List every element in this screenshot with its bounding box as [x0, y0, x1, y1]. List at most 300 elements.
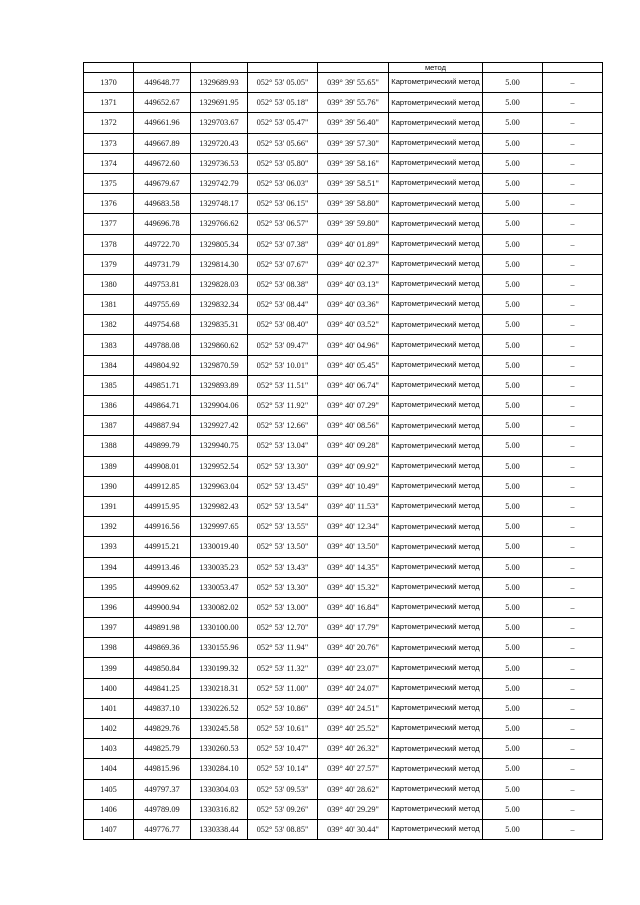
cell-accuracy: 5.00 [483, 93, 543, 113]
table-row [84, 739, 603, 759]
cell-x: 449851.71 [134, 375, 191, 395]
table-row [84, 335, 603, 355]
cell-y: 1329982.43 [191, 496, 248, 516]
cell-y: 1330199.32 [191, 658, 248, 678]
cell-note: – [543, 476, 603, 496]
cell-accuracy: 5.00 [483, 153, 543, 173]
cell-y: 1330100.00 [191, 618, 248, 638]
cell-note: – [543, 597, 603, 617]
cell-empty [318, 63, 389, 73]
cell-longitude: 039° 39' 59.80" [318, 214, 389, 234]
cell-x: 449899.79 [134, 436, 191, 456]
cell-note: – [543, 759, 603, 779]
cell-longitude: 039° 39' 57.30" [318, 133, 389, 153]
cell-note: – [543, 194, 603, 214]
cell-x: 449908.01 [134, 456, 191, 476]
cell-note: – [543, 779, 603, 799]
cell-x: 449731.79 [134, 254, 191, 274]
cell-y: 1330260.53 [191, 739, 248, 759]
cell-method: Картометрический метод [389, 274, 483, 294]
cell-accuracy: 5.00 [483, 133, 543, 153]
cell-point-number: 1379 [84, 254, 134, 274]
table-row [84, 678, 603, 698]
cell-method: метод [389, 63, 483, 73]
table-row [84, 295, 603, 315]
cell-y: 1329748.17 [191, 194, 248, 214]
cell-method: Картометрический метод [389, 739, 483, 759]
cell-x: 449837.10 [134, 698, 191, 718]
cell-empty [483, 63, 543, 73]
cell-x: 449672.60 [134, 153, 191, 173]
cell-y: 1329805.34 [191, 234, 248, 254]
cell-x: 449776.77 [134, 819, 191, 839]
cell-method: Картометрический метод [389, 618, 483, 638]
cell-latitude: 052° 53' 13.45" [248, 476, 318, 496]
cell-accuracy: 5.00 [483, 335, 543, 355]
cell-point-number: 1403 [84, 739, 134, 759]
cell-method: Картометрический метод [389, 153, 483, 173]
cell-point-number: 1400 [84, 678, 134, 698]
cell-x: 449841.25 [134, 678, 191, 698]
cell-note: – [543, 496, 603, 516]
cell-point-number: 1397 [84, 618, 134, 638]
cell-accuracy: 5.00 [483, 597, 543, 617]
cell-point-number: 1402 [84, 719, 134, 739]
cell-note: – [543, 214, 603, 234]
cell-note: – [543, 739, 603, 759]
cell-latitude: 052° 53' 09.26" [248, 799, 318, 819]
table-row [84, 194, 603, 214]
cell-point-number: 1387 [84, 416, 134, 436]
cell-y: 1329893.89 [191, 375, 248, 395]
cell-x: 449829.76 [134, 719, 191, 739]
cell-note: – [543, 719, 603, 739]
cell-accuracy: 5.00 [483, 476, 543, 496]
cell-longitude: 039° 40' 11.53" [318, 496, 389, 516]
cell-latitude: 052° 53' 13.04" [248, 436, 318, 456]
cell-point-number: 1390 [84, 476, 134, 496]
cell-point-number: 1391 [84, 496, 134, 516]
cell-x: 449850.84 [134, 658, 191, 678]
table-row [84, 214, 603, 234]
table-row [84, 618, 603, 638]
cell-note: – [543, 799, 603, 819]
cell-longitude: 039° 39' 55.76" [318, 93, 389, 113]
table-row [84, 759, 603, 779]
cell-point-number: 1392 [84, 517, 134, 537]
cell-longitude: 039° 39' 58.80" [318, 194, 389, 214]
cell-x: 449815.96 [134, 759, 191, 779]
cell-note: – [543, 577, 603, 597]
cell-longitude: 039° 40' 03.13" [318, 274, 389, 294]
cell-note: – [543, 658, 603, 678]
cell-method: Картометрический метод [389, 759, 483, 779]
table-row [84, 638, 603, 658]
cell-latitude: 052° 53' 13.43" [248, 557, 318, 577]
cell-longitude: 039° 40' 30.44" [318, 819, 389, 839]
cell-x: 449804.92 [134, 355, 191, 375]
cell-point-number: 1382 [84, 315, 134, 335]
cell-latitude: 052° 53' 11.00" [248, 678, 318, 698]
cell-x: 449825.79 [134, 739, 191, 759]
cell-method: Картометрический метод [389, 173, 483, 193]
table-row [84, 113, 603, 133]
cell-longitude: 039° 40' 20.76" [318, 638, 389, 658]
cell-y: 1330245.58 [191, 719, 248, 739]
cell-y: 1329742.79 [191, 173, 248, 193]
cell-latitude: 052° 53' 06.15" [248, 194, 318, 214]
cell-accuracy: 5.00 [483, 234, 543, 254]
cell-accuracy: 5.00 [483, 73, 543, 93]
table-row [84, 375, 603, 395]
cell-point-number: 1371 [84, 93, 134, 113]
cell-point-number: 1396 [84, 597, 134, 617]
cell-note: – [543, 416, 603, 436]
cell-y: 1329952.54 [191, 456, 248, 476]
cell-method: Картометрический метод [389, 416, 483, 436]
cell-latitude: 052° 53' 08.38" [248, 274, 318, 294]
cell-method: Картометрический метод [389, 214, 483, 234]
cell-longitude: 039° 40' 27.57" [318, 759, 389, 779]
cell-method: Картометрический метод [389, 638, 483, 658]
cell-x: 449916.56 [134, 517, 191, 537]
cell-note: – [543, 396, 603, 416]
cell-method: Картометрический метод [389, 113, 483, 133]
cell-accuracy: 5.00 [483, 194, 543, 214]
cell-y: 1329736.53 [191, 153, 248, 173]
cell-latitude: 052° 53' 13.30" [248, 456, 318, 476]
cell-y: 1330053.47 [191, 577, 248, 597]
cell-method: Картометрический метод [389, 396, 483, 416]
cell-note: – [543, 93, 603, 113]
cell-accuracy: 5.00 [483, 537, 543, 557]
cell-accuracy: 5.00 [483, 436, 543, 456]
cell-method: Картометрический метод [389, 719, 483, 739]
table-row [84, 153, 603, 173]
cell-method: Картометрический метод [389, 658, 483, 678]
cell-point-number: 1398 [84, 638, 134, 658]
cell-longitude: 039° 40' 04.96" [318, 335, 389, 355]
cell-accuracy: 5.00 [483, 799, 543, 819]
cell-method: Картометрический метод [389, 355, 483, 375]
cell-method: Картометрический метод [389, 133, 483, 153]
table-row [84, 93, 603, 113]
cell-x: 449891.98 [134, 618, 191, 638]
cell-note: – [543, 73, 603, 93]
cell-note: – [543, 254, 603, 274]
cell-note: – [543, 173, 603, 193]
cell-longitude: 039° 40' 03.52" [318, 315, 389, 335]
cell-y: 1329703.67 [191, 113, 248, 133]
cell-accuracy: 5.00 [483, 678, 543, 698]
cell-longitude: 039° 40' 09.28" [318, 436, 389, 456]
cell-latitude: 052° 53' 09.53" [248, 779, 318, 799]
cell-y: 1330304.03 [191, 779, 248, 799]
cell-y: 1329814.30 [191, 254, 248, 274]
cell-latitude: 052° 53' 10.86" [248, 698, 318, 718]
cell-latitude: 052° 53' 11.94" [248, 638, 318, 658]
cell-accuracy: 5.00 [483, 254, 543, 274]
cell-method: Картометрический метод [389, 456, 483, 476]
cell-method: Картометрический метод [389, 557, 483, 577]
cell-method: Картометрический метод [389, 254, 483, 274]
cell-latitude: 052° 53' 08.40" [248, 315, 318, 335]
cell-longitude: 039° 40' 09.92" [318, 456, 389, 476]
cell-point-number: 1393 [84, 537, 134, 557]
cell-note: – [543, 295, 603, 315]
cell-y: 1329832.34 [191, 295, 248, 315]
cell-latitude: 052° 53' 11.92" [248, 396, 318, 416]
cell-latitude: 052° 53' 05.80" [248, 153, 318, 173]
cell-note: – [543, 698, 603, 718]
cell-y: 1329828.03 [191, 274, 248, 294]
cell-x: 449913.46 [134, 557, 191, 577]
cell-note: – [543, 355, 603, 375]
cell-method: Картометрический метод [389, 698, 483, 718]
cell-y: 1330019.40 [191, 537, 248, 557]
cell-empty [134, 63, 191, 73]
cell-y: 1329870.59 [191, 355, 248, 375]
cell-point-number: 1388 [84, 436, 134, 456]
cell-longitude: 039° 40' 05.45" [318, 355, 389, 375]
cell-note: – [543, 153, 603, 173]
cell-y: 1330284.10 [191, 759, 248, 779]
cell-method: Картометрический метод [389, 517, 483, 537]
cell-note: – [543, 113, 603, 133]
cell-x: 449667.89 [134, 133, 191, 153]
cell-x: 449789.09 [134, 799, 191, 819]
cell-note: – [543, 133, 603, 153]
cell-accuracy: 5.00 [483, 658, 543, 678]
cell-latitude: 052° 53' 11.32" [248, 658, 318, 678]
cell-note: – [543, 678, 603, 698]
table-row [84, 396, 603, 416]
cell-accuracy: 5.00 [483, 517, 543, 537]
cell-accuracy: 5.00 [483, 295, 543, 315]
cell-x: 449696.78 [134, 214, 191, 234]
cell-note: – [543, 234, 603, 254]
cell-latitude: 052° 53' 10.47" [248, 739, 318, 759]
cell-longitude: 039° 39' 55.65" [318, 73, 389, 93]
table-body [84, 63, 603, 840]
cell-latitude: 052° 53' 10.14" [248, 759, 318, 779]
table-row [84, 133, 603, 153]
cell-y: 1330082.02 [191, 597, 248, 617]
cell-point-number: 1401 [84, 698, 134, 718]
cell-accuracy: 5.00 [483, 274, 543, 294]
cell-empty [84, 63, 134, 73]
cell-latitude: 052° 53' 07.38" [248, 234, 318, 254]
cell-point-number: 1380 [84, 274, 134, 294]
table-row [84, 173, 603, 193]
table-row [84, 698, 603, 718]
cell-longitude: 039° 40' 08.56" [318, 416, 389, 436]
cell-method: Картометрический метод [389, 194, 483, 214]
cell-y: 1330338.44 [191, 819, 248, 839]
cell-y: 1329766.62 [191, 214, 248, 234]
cell-latitude: 052° 53' 13.30" [248, 577, 318, 597]
cell-method: Картометрический метод [389, 375, 483, 395]
cell-note: – [543, 456, 603, 476]
cell-y: 1329835.31 [191, 315, 248, 335]
cell-latitude: 052° 53' 09.47" [248, 335, 318, 355]
cell-accuracy: 5.00 [483, 456, 543, 476]
cell-accuracy: 5.00 [483, 214, 543, 234]
cell-latitude: 052° 53' 08.85" [248, 819, 318, 839]
cell-accuracy: 5.00 [483, 759, 543, 779]
cell-latitude: 052° 53' 06.57" [248, 214, 318, 234]
table-row [84, 355, 603, 375]
cell-method: Картометрический метод [389, 93, 483, 113]
cell-longitude: 039° 40' 29.29" [318, 799, 389, 819]
cell-latitude: 052° 53' 07.67" [248, 254, 318, 274]
cell-latitude: 052° 53' 13.55" [248, 517, 318, 537]
cell-method: Картометрический метод [389, 73, 483, 93]
cell-y: 1329940.75 [191, 436, 248, 456]
cell-latitude: 052° 53' 05.47" [248, 113, 318, 133]
cell-note: – [543, 436, 603, 456]
cell-method: Картометрический метод [389, 476, 483, 496]
cell-x: 449652.67 [134, 93, 191, 113]
continuation-row [84, 63, 603, 73]
cell-x: 449915.21 [134, 537, 191, 557]
cell-accuracy: 5.00 [483, 719, 543, 739]
cell-accuracy: 5.00 [483, 416, 543, 436]
cell-method: Картометрический метод [389, 537, 483, 557]
cell-note: – [543, 517, 603, 537]
cell-note: – [543, 315, 603, 335]
cell-x: 449797.37 [134, 779, 191, 799]
coordinates-table [83, 62, 603, 840]
cell-method: Картометрический метод [389, 678, 483, 698]
cell-latitude: 052° 53' 12.70" [248, 618, 318, 638]
cell-longitude: 039° 40' 24.07" [318, 678, 389, 698]
cell-x: 449869.36 [134, 638, 191, 658]
cell-method: Картометрический метод [389, 496, 483, 516]
cell-x: 449679.67 [134, 173, 191, 193]
cell-x: 449864.71 [134, 396, 191, 416]
cell-y: 1329997.65 [191, 517, 248, 537]
cell-y: 1330155.96 [191, 638, 248, 658]
cell-longitude: 039° 39' 58.51" [318, 173, 389, 193]
cell-longitude: 039° 40' 17.79" [318, 618, 389, 638]
cell-longitude: 039° 40' 01.89" [318, 234, 389, 254]
cell-x: 449909.62 [134, 577, 191, 597]
cell-longitude: 039° 39' 58.16" [318, 153, 389, 173]
cell-point-number: 1376 [84, 194, 134, 214]
cell-point-number: 1372 [84, 113, 134, 133]
cell-method: Картометрический метод [389, 799, 483, 819]
cell-longitude: 039° 40' 07.29" [318, 396, 389, 416]
cell-latitude: 052° 53' 05.18" [248, 93, 318, 113]
cell-longitude: 039° 39' 56.40" [318, 113, 389, 133]
cell-method: Картометрический метод [389, 234, 483, 254]
cell-y: 1329720.43 [191, 133, 248, 153]
cell-y: 1329689.93 [191, 73, 248, 93]
cell-y: 1330218.31 [191, 678, 248, 698]
table-row [84, 456, 603, 476]
cell-accuracy: 5.00 [483, 779, 543, 799]
cell-longitude: 039° 40' 13.50" [318, 537, 389, 557]
cell-x: 449887.94 [134, 416, 191, 436]
cell-point-number: 1383 [84, 335, 134, 355]
cell-method: Картометрический метод [389, 577, 483, 597]
table-row [84, 234, 603, 254]
cell-point-number: 1395 [84, 577, 134, 597]
cell-x: 449912.85 [134, 476, 191, 496]
table-row [84, 719, 603, 739]
cell-point-number: 1385 [84, 375, 134, 395]
cell-method: Картометрический метод [389, 779, 483, 799]
cell-point-number: 1404 [84, 759, 134, 779]
cell-y: 1329860.62 [191, 335, 248, 355]
cell-note: – [543, 375, 603, 395]
cell-longitude: 039° 40' 25.52" [318, 719, 389, 739]
cell-latitude: 052° 53' 06.03" [248, 173, 318, 193]
cell-point-number: 1370 [84, 73, 134, 93]
cell-empty [248, 63, 318, 73]
cell-accuracy: 5.00 [483, 739, 543, 759]
cell-point-number: 1394 [84, 557, 134, 577]
cell-accuracy: 5.00 [483, 638, 543, 658]
cell-y: 1329927.42 [191, 416, 248, 436]
cell-latitude: 052° 53' 05.05" [248, 73, 318, 93]
cell-longitude: 039° 40' 14.35" [318, 557, 389, 577]
cell-point-number: 1377 [84, 214, 134, 234]
table-row [84, 537, 603, 557]
cell-point-number: 1399 [84, 658, 134, 678]
cell-method: Картометрический метод [389, 597, 483, 617]
table-row [84, 315, 603, 335]
cell-longitude: 039° 40' 16.84" [318, 597, 389, 617]
cell-longitude: 039° 40' 15.32" [318, 577, 389, 597]
cell-accuracy: 5.00 [483, 557, 543, 577]
cell-point-number: 1373 [84, 133, 134, 153]
cell-point-number: 1405 [84, 779, 134, 799]
cell-accuracy: 5.00 [483, 496, 543, 516]
cell-x: 449648.77 [134, 73, 191, 93]
cell-method: Картометрический метод [389, 819, 483, 839]
cell-latitude: 052° 53' 05.66" [248, 133, 318, 153]
cell-note: – [543, 618, 603, 638]
cell-x: 449683.58 [134, 194, 191, 214]
cell-latitude: 052° 53' 08.44" [248, 295, 318, 315]
cell-longitude: 039° 40' 06.74" [318, 375, 389, 395]
cell-y: 1330226.52 [191, 698, 248, 718]
cell-point-number: 1406 [84, 799, 134, 819]
table-row [84, 254, 603, 274]
cell-x: 449755.69 [134, 295, 191, 315]
cell-point-number: 1407 [84, 819, 134, 839]
cell-point-number: 1386 [84, 396, 134, 416]
cell-empty [543, 63, 603, 73]
cell-y: 1329691.95 [191, 93, 248, 113]
cell-y: 1329963.04 [191, 476, 248, 496]
cell-accuracy: 5.00 [483, 173, 543, 193]
cell-x: 449722.70 [134, 234, 191, 254]
cell-method: Картометрический метод [389, 315, 483, 335]
cell-latitude: 052° 53' 13.54" [248, 496, 318, 516]
cell-note: – [543, 638, 603, 658]
cell-longitude: 039° 40' 23.07" [318, 658, 389, 678]
cell-latitude: 052° 53' 13.50" [248, 537, 318, 557]
cell-longitude: 039° 40' 02.37" [318, 254, 389, 274]
cell-method: Картометрический метод [389, 335, 483, 355]
cell-x: 449915.95 [134, 496, 191, 516]
cell-note: – [543, 537, 603, 557]
table-row [84, 436, 603, 456]
cell-latitude: 052° 53' 11.51" [248, 375, 318, 395]
